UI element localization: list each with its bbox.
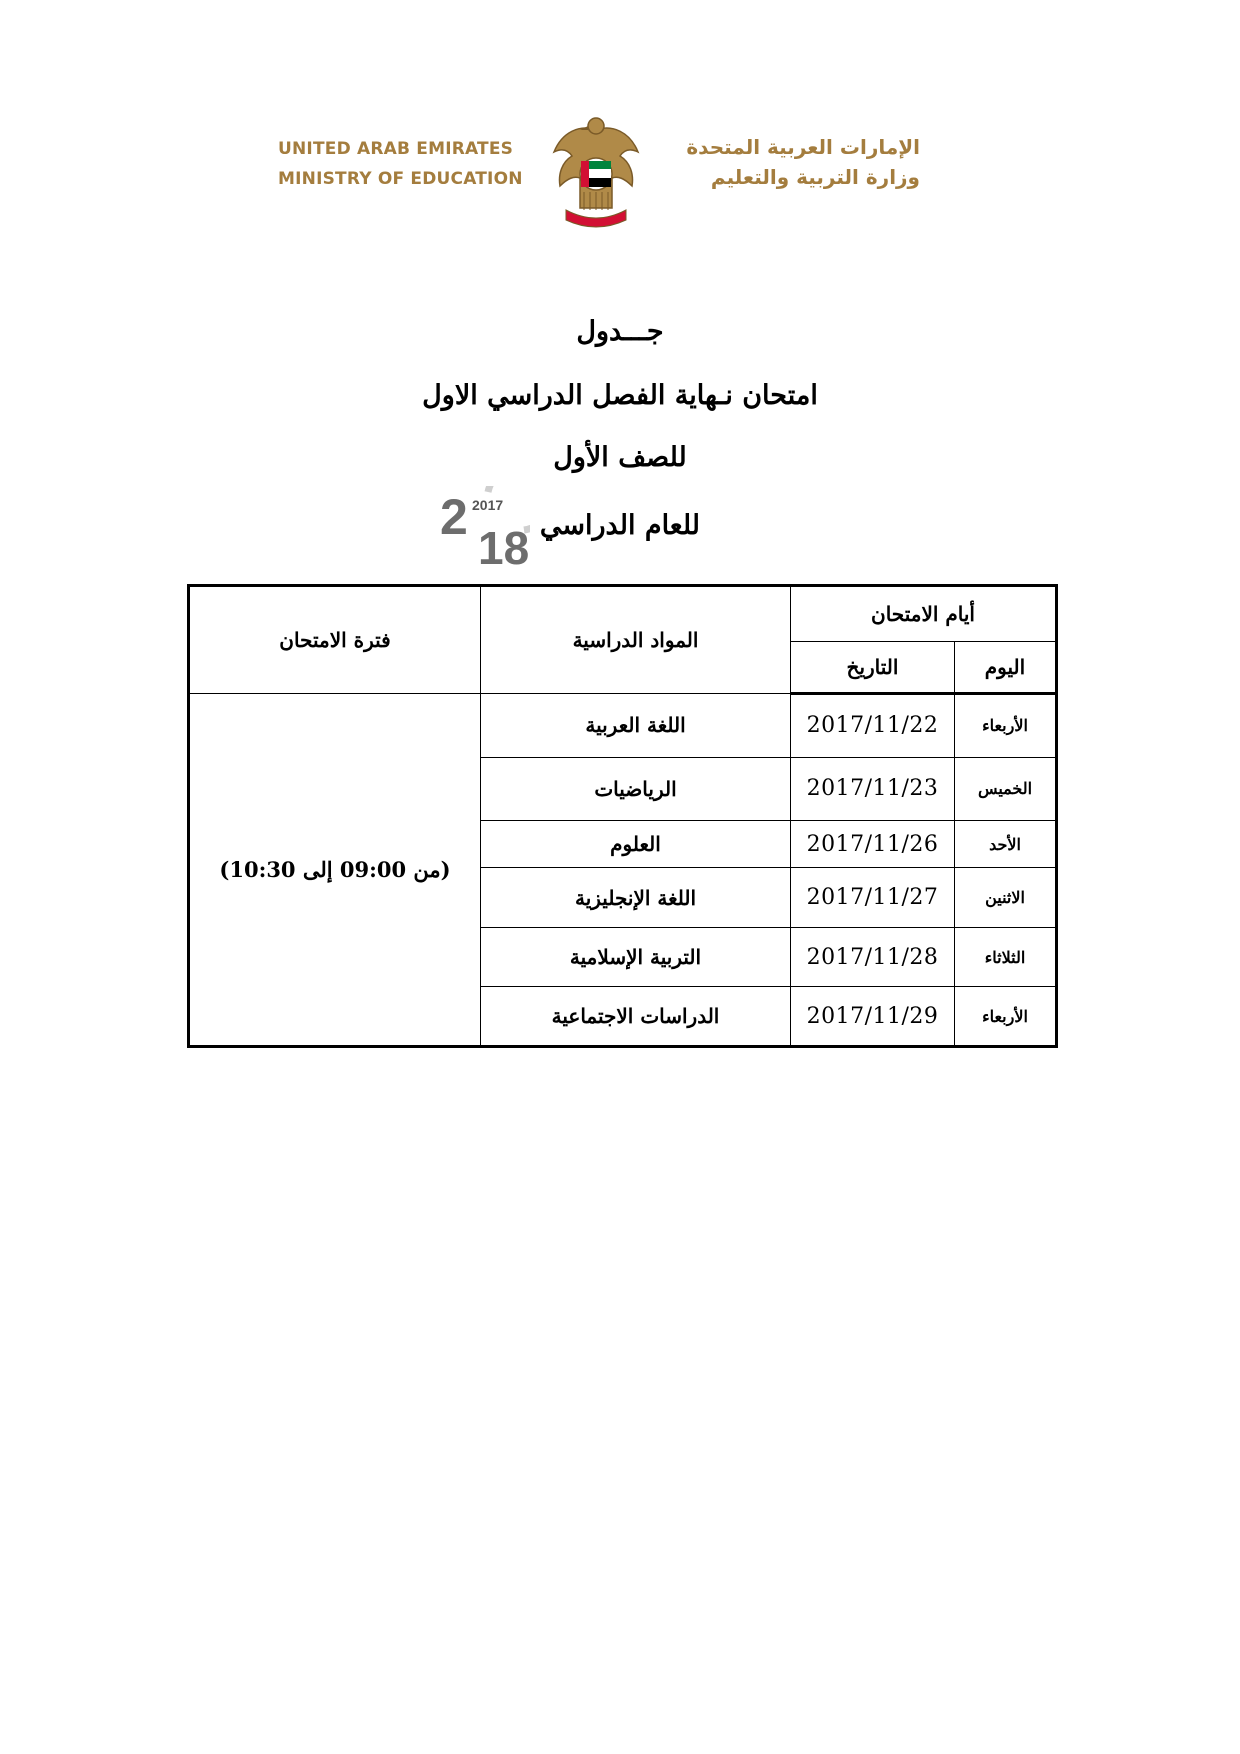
table-row [189,694,1057,758]
ministry-name-arabic-line1: الإمارات العربية المتحدة [686,135,920,159]
academic-year-badge [438,486,530,566]
ministry-name-arabic-line2: وزارة التربية والتعليم [710,165,920,189]
header-exam-days: أيام الامتحان [791,586,1057,642]
uae-emblem-icon [550,112,642,230]
header-day: اليوم [955,642,1057,694]
exam-period-cell [189,694,481,1047]
ministry-name-arabic [660,132,920,192]
date-cell: 2017/11/28 [791,927,955,987]
ministry-name-english-line2: MINISTRY OF EDUCATION [278,169,523,189]
date-cell: 2017/11/22 [791,694,955,758]
header-subjects: المواد الدراسية [481,586,791,694]
date-cell: 2017/11/26 [791,821,955,868]
subject-cell: الدراسات الاجتماعية [481,987,791,1047]
day-cell: الأربعاء [955,694,1057,758]
day-cell: الأربعاء [955,987,1057,1047]
year-badge-big-left: 2 [440,489,468,545]
exam-period-text: (من 09:00 إلى 10:30) [219,857,451,882]
year-badge-big-right: 18 [478,522,530,566]
date-cell: 2017/11/29 [791,987,955,1047]
subject-cell: العلوم [481,821,791,868]
day-cell: الثلاثاء [955,927,1057,987]
subject-cell: اللغة العربية [481,694,791,758]
date-cell: 2017/11/23 [791,757,955,821]
ministry-name-english-line1: UNITED ARAB EMIRATES [278,139,514,159]
header-date: التاريخ [791,642,955,694]
header-period: فترة الامتحان [189,586,481,694]
day-cell: الاثنين [955,868,1057,928]
year-badge-top: 2017 [472,497,504,513]
date-cell: 2017/11/27 [791,868,955,928]
day-cell: الخميس [955,757,1057,821]
exam-schedule-table [187,584,1058,1048]
subject-cell: اللغة الإنجليزية [481,868,791,928]
document-title: جـــدول [576,316,664,347]
academic-year-title: للعام الدراسي [539,510,700,541]
grade-title: للصف الأول [553,442,687,473]
exam-title: امتحان نـهاية الفصل الدراسي الاول [422,380,818,411]
subject-cell: الرياضيات [481,757,791,821]
letterhead [0,0,1240,260]
ministry-name-english [278,134,533,194]
subject-cell: التربية الإسلامية [481,927,791,987]
day-cell: الأحد [955,821,1057,868]
